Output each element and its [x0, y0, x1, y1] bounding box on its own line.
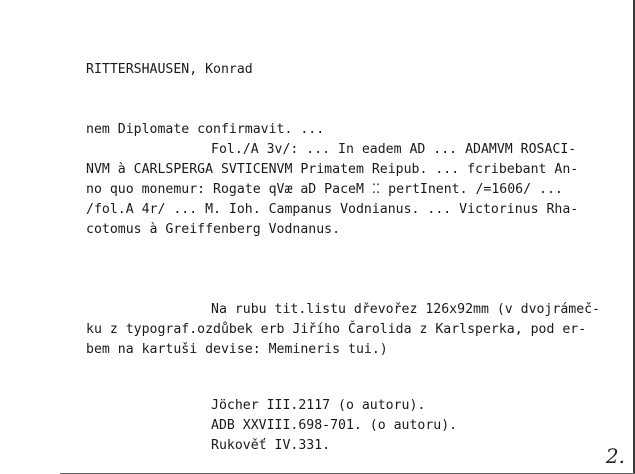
text-line: /fol.A 4r/ ... M. Ioh. Campanus Vodnianus. ... Victorinus Rha-: [86, 202, 579, 217]
page-number: 2.: [605, 444, 625, 468]
text-line: nem Diplomate confirmavit. ...: [86, 122, 325, 137]
text-line: Fol./A 3v/: ... In eadem AD ... ADAMVM ROSACI-: [211, 142, 577, 157]
reference-line: ADB XXVIII.698-701. (o autoru).: [211, 418, 458, 433]
author-heading: RITTERSHAUSEN, Konrad: [86, 62, 253, 77]
reference-line: Jöcher III.2117 (o autoru).: [211, 398, 426, 413]
text-line: Na rubu tit.listu dřevořez 126x92mm (v dvojrámeč-: [211, 302, 601, 317]
text-line: bem na kartuši devise: Memineris tui.): [86, 342, 388, 357]
reference-line: Rukověť IV.331.: [211, 438, 331, 453]
text-line: ku z typograf.ozdůbek erb Jiřího Čarolida z Karlsperka, pod er-: [86, 322, 587, 337]
text-line: no quo monemur: Rogate qVæ aD PaceM ⁚⁚ pertInent. /=1606/ ...: [86, 182, 563, 197]
text-line: NVM à CARLSPERGA SVTICENVM Primatem Reipub. ... fcribebant An-: [86, 162, 579, 177]
text-line: cotomus à Greiffenberg Vodnanus.: [86, 222, 341, 237]
